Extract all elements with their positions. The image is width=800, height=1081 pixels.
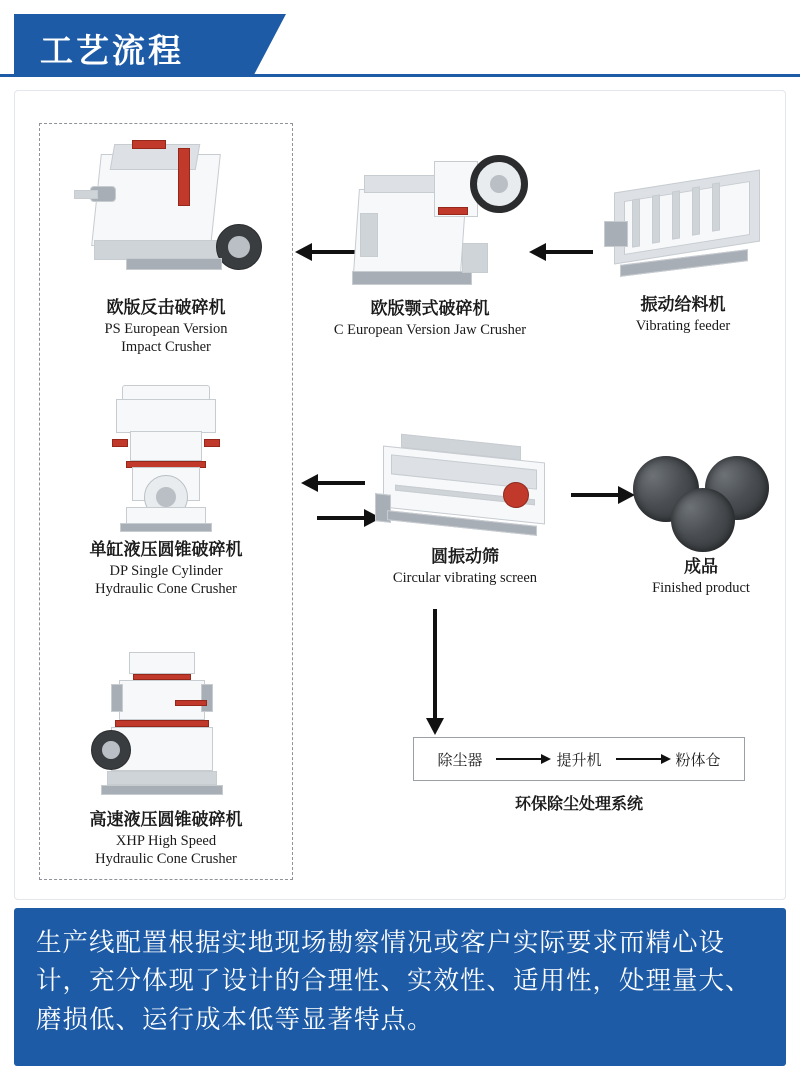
single-cylinder-illustration	[86, 379, 246, 539]
finished-product-label-en: Finished product	[652, 579, 750, 596]
single-cylinder-label-en-1: DP Single Cylinder	[109, 562, 223, 579]
machine-single-cylinder-cone-crusher	[40, 379, 292, 598]
jaw-crusher-label-cn: 欧版颚式破碎机	[370, 299, 490, 318]
vibrating-screen-illustration	[365, 436, 565, 546]
machine-impact-crusher	[40, 132, 292, 356]
jaw-crusher-illustration	[330, 153, 530, 298]
finished-product-illustration	[615, 446, 787, 556]
xhp-cone-label-en-2: Hydraulic Cone Crusher	[95, 851, 237, 868]
vibrating-feeder-illustration	[598, 169, 768, 294]
footer-description: 生产线配置根据实地现场勘察情况或客户实际要求而精心设计，充分体现了设计的合理性、实效性、适用性，处理量大、磨损低、运行成本低等显著特点。	[14, 908, 786, 1066]
header-banner	[14, 14, 286, 76]
machine-vibrating-feeder	[593, 169, 773, 335]
arrow-feeder-to-jaw	[545, 250, 593, 254]
page-title: 工艺流程	[40, 32, 184, 69]
dust-system-box	[413, 737, 745, 781]
arrow-screen-to-cone	[317, 481, 365, 485]
feeder-label-en: Vibrating feeder	[635, 317, 731, 334]
single-cylinder-label-en-2: Hydraulic Cone Crusher	[95, 581, 237, 598]
xhp-cone-label-en-1: XHP High Speed	[115, 832, 217, 849]
arrow-screen-to-dust-system	[433, 609, 437, 719]
single-cylinder-label-cn: 单缸液压圆锥破碎机	[89, 540, 243, 559]
jaw-crusher-label-en: C European Version Jaw Crusher	[333, 321, 527, 338]
diagram-panel	[14, 90, 786, 900]
dust-item-elevator: 提升机	[556, 751, 602, 769]
machine-jaw-crusher	[305, 153, 555, 339]
machine-xhp-cone-crusher	[40, 644, 292, 868]
left-machine-column	[39, 123, 293, 880]
dust-item-collector: 除尘器	[437, 751, 483, 769]
header-divider	[0, 74, 800, 77]
xhp-cone-illustration	[71, 644, 261, 809]
finished-product	[615, 446, 787, 597]
impact-crusher-label-cn: 欧版反击破碎机	[106, 298, 226, 317]
impact-crusher-illustration	[66, 132, 266, 297]
xhp-cone-label-cn: 高速液压圆锥破碎机	[89, 810, 243, 829]
arrow-elevator-to-silo	[616, 758, 662, 760]
arrow-screen-to-product	[571, 493, 619, 497]
feeder-label-cn: 振动给料机	[640, 295, 726, 314]
dust-item-silo: 粉体仓	[675, 751, 721, 769]
arrow-cone-to-screen	[317, 516, 365, 520]
arrow-collector-to-elevator	[496, 758, 542, 760]
machine-vibrating-screen	[360, 436, 570, 587]
impact-crusher-label-en-1: PS European Version	[104, 320, 228, 337]
screen-label-cn: 圆振动筛	[431, 547, 499, 566]
impact-crusher-label-en-2: Impact Crusher	[121, 339, 211, 356]
screen-label-en: Circular vibrating screen	[392, 569, 538, 586]
dust-system-caption: 环保除尘处理系统	[514, 796, 643, 813]
finished-product-label-cn: 成品	[684, 557, 718, 576]
